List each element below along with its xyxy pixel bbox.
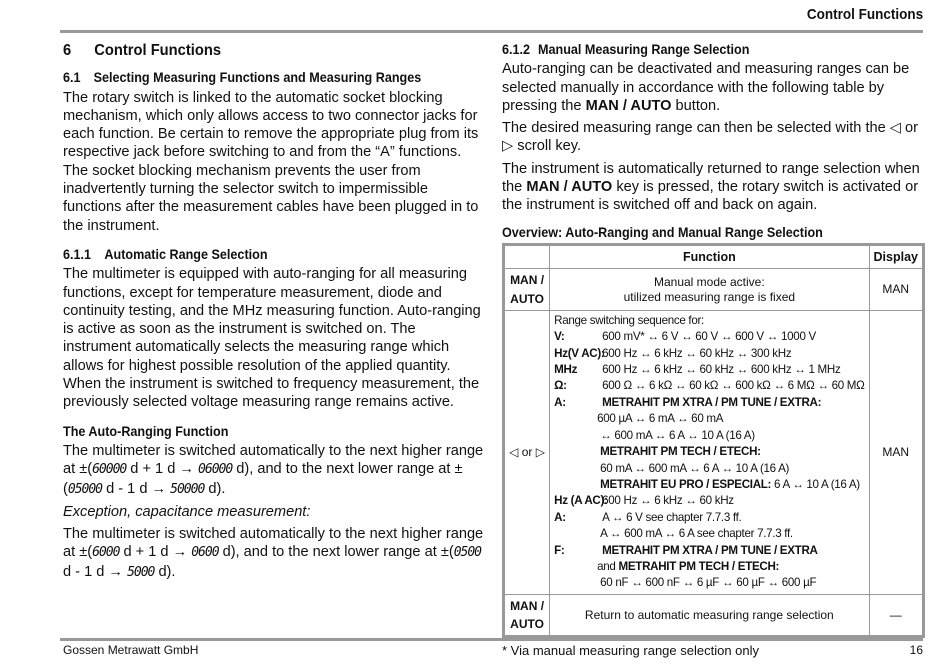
key-name: MAN / AUTO	[585, 97, 672, 114]
text: d).	[204, 480, 226, 497]
section-number: 6	[63, 42, 72, 59]
section-number: 6.1.1	[63, 245, 92, 262]
text: d), and to the next lower range at ±(	[218, 544, 454, 561]
range-text: 600 Hz ↔ 6 kHz ↔ 60 kHz ↔ 300 kHz	[602, 346, 792, 360]
function-label: F:	[554, 543, 565, 557]
model-name: METRAHIT PM XTRA / PM TUNE / EXTRA:	[602, 395, 822, 409]
key-cell: MAN / AUTO	[504, 594, 550, 637]
range-selection-table	[502, 243, 925, 638]
range-sequence-line	[554, 428, 864, 444]
text: The instrument is automatically returned to range selection when the	[502, 160, 920, 196]
function-line: Manual mode active:	[653, 274, 765, 289]
text: d - 1 d →	[102, 480, 171, 497]
section-title: Selecting Measuring Functions and Measuring Ranges	[93, 69, 422, 86]
function-cell	[550, 310, 869, 594]
section-6-1-heading	[63, 68, 443, 86]
model-name: METRAHIT EU PRO / ESPECIAL:	[600, 477, 772, 491]
model-name: METRAHIT PM TECH / ETECH:	[618, 559, 780, 573]
footnote: * Via manual measuring range selection only	[502, 643, 760, 659]
text: Auto-ranging can be deactivated and measuring ranges can be selected manually in accordance with the following table by pressing the	[502, 61, 910, 114]
right-column	[502, 40, 925, 665]
key-cell: MAN / AUTO	[504, 269, 550, 311]
paragraph-auto-range: The multimeter is equipped with auto-ranging for all measuring functions, except for temperature measurement, diode and continuity testing, and the MHz measuring function. Auto-ranging is active as soon as the instrument is switched on. The instrument automatically selects the measuring range which allows for highest possible resolution of the applied quantity. When the instrument is switched to frequency measurement, the previously selected voltage measuring range remains active.	[63, 266, 481, 411]
table-row	[504, 269, 924, 311]
range-text: 600 Hz ↔ 6 kHz ↔ 60 kHz ↔ 600 kHz ↔ 1 MHz	[602, 363, 841, 377]
text: d).	[154, 563, 176, 580]
exception-note: Exception, capacitance measurement:	[63, 503, 311, 520]
section-number: 6.1	[63, 69, 81, 86]
display-cell: —	[869, 594, 923, 637]
header-function: Function	[550, 244, 869, 268]
range-text: 600 mV* ↔ 6 V ↔ 60 V ↔ 600 V ↔ 1000 V	[602, 330, 816, 344]
key-name: MAN / AUTO	[526, 179, 613, 196]
range-sequence-line	[554, 477, 864, 493]
footer-company: Gossen Metrawatt GmbH	[63, 643, 199, 657]
range-text: ↔ 600 mA ↔ 6 A ↔ 10 A (16 A)	[600, 428, 755, 442]
text: button.	[671, 97, 721, 114]
range-sequence-line	[554, 575, 864, 591]
range-sequence-line	[554, 362, 864, 378]
function-line: utilized measuring range is fixed	[623, 289, 796, 304]
display-cell: MAN	[869, 269, 923, 311]
range-text: Range switching sequence for:	[554, 313, 704, 327]
range-sequence-line	[554, 543, 864, 559]
text: d - 1 d →	[63, 563, 128, 580]
section-6-1-1-heading	[63, 245, 443, 263]
table-row	[504, 310, 924, 594]
range-text: A ↔ 6 V see chapter 7.7.3 ff.	[602, 510, 742, 524]
function-label: A:	[554, 395, 566, 409]
range-sequence-line	[554, 378, 864, 394]
paragraph-return	[502, 160, 925, 215]
function-cell	[550, 269, 869, 311]
text: The multimeter is switched automatically to the next higher range at ±(	[63, 526, 484, 561]
range-sequence-line	[554, 329, 864, 345]
range-sequence-line	[554, 461, 864, 477]
lcd-digits: 0500	[453, 545, 481, 561]
function-label: Hz(V AC):	[554, 346, 605, 360]
lcd-digits: 60000	[92, 462, 127, 478]
section-title: Automatic Range Selection	[104, 245, 268, 262]
header-rule	[60, 30, 923, 33]
range-text: A ↔ 600 mA ↔ 6 A see chapter 7.7.3 ff.	[600, 527, 793, 541]
header-display: Display	[869, 244, 923, 268]
range-text: 600 Ω ↔ 6 kΩ ↔ 60 kΩ ↔ 600 kΩ ↔ 6 MΩ ↔ 60 MΩ	[602, 379, 865, 393]
table-header-row	[504, 244, 924, 268]
section-6-1-2-heading	[502, 40, 883, 58]
display-cell: MAN	[869, 310, 923, 594]
key-cell: ◁ or ▷	[504, 310, 550, 594]
table-row	[504, 594, 924, 637]
lcd-digits: 5000	[127, 564, 155, 580]
range-text: 600 Hz ↔ 6 kHz ↔ 60 kHz	[602, 494, 734, 508]
footer-rule	[60, 638, 923, 641]
auto-ranging-heading: The Auto-Ranging Function	[63, 422, 229, 439]
function-cell: Return to automatic measuring range selection	[550, 594, 869, 637]
paragraph-manual	[502, 60, 925, 115]
text: d), and to the next lower range at ±(	[63, 461, 463, 497]
section-6-heading	[63, 42, 451, 60]
text: d + 1 d →	[119, 544, 192, 561]
range-sequence-line	[554, 313, 864, 329]
model-name: METRAHIT PM TECH / ETECH:	[600, 445, 761, 459]
range-sequence-line	[554, 493, 864, 509]
range-text: 600 µA ↔ 6 mA ↔ 60 mA	[597, 412, 724, 426]
range-sequence-line	[554, 395, 864, 411]
paragraph-capacitance-switch	[63, 525, 485, 582]
range-text: 60 nF ↔ 600 nF ↔ 6 µF ↔ 60 µF ↔ 600 µF	[600, 576, 817, 590]
range-sequence-line	[554, 559, 864, 575]
range-sequence-line	[554, 444, 864, 460]
section-title: Control Functions	[94, 42, 222, 59]
function-label: MHz	[554, 363, 578, 377]
text: The multimeter is switched automatically to the next higher range at ±(	[63, 442, 484, 478]
range-sequence-line	[554, 346, 864, 362]
left-column	[63, 42, 485, 586]
paragraph-rotary-switch: The rotary switch is linked to the automatic socket blocking mechanism, which only allows access to two connector jacks for each function. Be certain to remove the appropriate plug from its respective jack before switching to and from the “A” functions. The socket blocking mechanism prevents the user from inadvertently turning the selector switch to impermissible functions after the measurement cables have been plugged in to the instrument.	[63, 89, 479, 234]
table-title: Overview: Auto-Ranging and Manual Range Selection	[502, 223, 823, 240]
function-label: Ω:	[554, 379, 567, 393]
paragraph-scroll: The desired measuring range can then be selected with the ◁ or ▷ scroll key.	[502, 120, 919, 155]
page-number: 16	[909, 643, 923, 657]
header-key	[504, 244, 550, 268]
lcd-digits: 50000	[170, 481, 205, 497]
lcd-digits: 6000	[92, 545, 120, 561]
paragraph-auto-switch	[63, 442, 485, 499]
range-text: and	[597, 559, 619, 573]
section-number: 6.1.2	[502, 41, 531, 57]
lcd-digits: 05000	[67, 481, 103, 497]
function-label: A:	[554, 510, 566, 524]
range-sequence-line	[554, 510, 864, 526]
range-sequence-line	[554, 526, 864, 542]
text: d + 1 d →	[126, 461, 199, 478]
function-label: Hz (A AC):	[554, 494, 608, 508]
range-text: 6 A ↔ 10 A (16 A)	[771, 477, 860, 491]
section-title: Manual Measuring Range Selection	[538, 41, 750, 57]
lcd-digits: 0600	[191, 545, 219, 561]
running-header: Control Functions	[806, 6, 923, 23]
lcd-digits: 06000	[198, 462, 233, 478]
model-name: METRAHIT PM XTRA / PM TUNE / EXTRA	[602, 543, 818, 557]
range-sequence-line	[554, 411, 864, 427]
text: key is pressed, the rotary switch is activated or the instrument is switched off and back on again.	[502, 179, 919, 214]
range-text: 60 mA ↔ 600 mA ↔ 6 A ↔ 10 A (16 A)	[600, 461, 790, 475]
function-label: V:	[554, 330, 565, 344]
